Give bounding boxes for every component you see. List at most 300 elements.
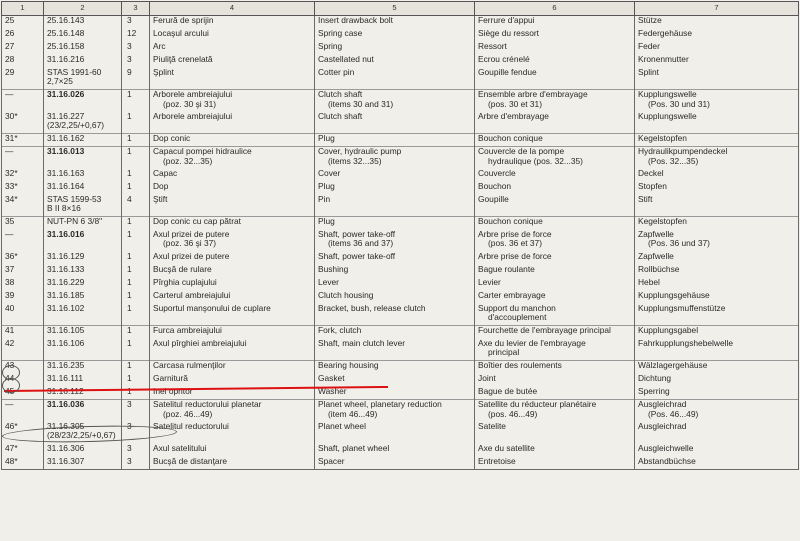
cell-french-name [475, 16, 635, 29]
cell-french-name-subtext: (pos. 30 et 31) [488, 98, 543, 109]
cell-german-name-text: Ausgleichrad [638, 399, 687, 409]
cell-item-number [2, 169, 44, 182]
cell-quantity-text: 1 [127, 338, 132, 348]
cell-french-name [475, 400, 635, 422]
cell-french-name-text: Ressort [478, 41, 507, 51]
cell-french-name-subtext: d'accouplement [488, 312, 547, 323]
cell-romanian-name-text: Axul satelitului [153, 443, 207, 453]
cell-french-name [475, 326, 635, 339]
table-row [2, 134, 799, 147]
cell-english-name-text: Bushing [318, 264, 349, 274]
table-row [2, 339, 799, 361]
table-row [2, 230, 799, 252]
cell-english-name [315, 278, 475, 291]
cell-french-name-text: Axe du satellite [478, 443, 535, 453]
cell-part-code [44, 326, 122, 339]
cell-french-name-text: Bouchon [478, 181, 512, 191]
cell-part-code-text: 31.16.305 [47, 421, 85, 431]
cell-quantity [122, 55, 150, 68]
cell-item-number-text: — [5, 146, 14, 156]
cell-romanian-name-text: Ferură de sprijin [153, 15, 214, 25]
cell-part-code [44, 444, 122, 457]
cell-part-code [44, 252, 122, 265]
cell-part-code-text: STAS 1991-60 [47, 67, 102, 77]
cell-romanian-name [150, 326, 315, 339]
cell-french-name-text: Couvercle de la pompe [478, 146, 565, 156]
cell-french-name [475, 217, 635, 230]
cell-item-number-text: 47* [5, 443, 18, 453]
cell-romanian-name [150, 134, 315, 147]
cell-french-name-text: Boîtier des roulements [478, 360, 562, 370]
cell-french-name-text: Ferrure d'appui [478, 15, 535, 25]
cell-item-number [2, 16, 44, 29]
table-row [2, 147, 799, 169]
cell-romanian-name [150, 304, 315, 326]
cell-french-name-text: Entretoise [478, 456, 516, 466]
cell-german-name [635, 195, 799, 217]
cell-english-name [315, 265, 475, 278]
cell-part-code [44, 134, 122, 147]
cell-part-code-text: 31.16.307 [47, 456, 85, 466]
cell-quantity-text: 1 [127, 360, 132, 370]
cell-item-number-text: 37 [5, 264, 15, 274]
cell-romanian-name [150, 444, 315, 457]
cell-part-code-text: 31.16.105 [47, 325, 85, 335]
cell-item-number [2, 278, 44, 291]
cell-part-code [44, 339, 122, 361]
cell-quantity [122, 112, 150, 134]
cell-romanian-name-text: Carterul ambreiajului [153, 290, 231, 300]
cell-french-name-text: Fourchette de l'embrayage principal [478, 325, 611, 335]
cell-french-name [475, 230, 635, 252]
cell-english-name [315, 457, 475, 470]
cell-french-name [475, 457, 635, 470]
cell-german-name-text: Kegelstopfen [638, 216, 687, 226]
cell-part-code-text: 31.16.229 [47, 277, 85, 287]
cell-french-name-text: Axe du levier de l'embrayage [478, 338, 586, 348]
cell-german-name [635, 387, 799, 400]
cell-french-name [475, 112, 635, 134]
parts-table [1, 1, 799, 470]
cell-part-code [44, 68, 122, 90]
cell-quantity [122, 169, 150, 182]
cell-english-name-text: Planet wheel [318, 421, 366, 431]
cell-romanian-name [150, 182, 315, 195]
cell-german-name [635, 68, 799, 90]
cell-quantity [122, 217, 150, 230]
cell-quantity [122, 374, 150, 387]
cell-quantity [122, 29, 150, 42]
col-header-7: 7 [635, 2, 799, 16]
cell-german-name-text: Kronenmutter [638, 54, 689, 64]
cell-quantity [122, 230, 150, 252]
cell-english-name-text: Pin [318, 194, 331, 204]
cell-english-name-text: Fork, clutch [318, 325, 362, 335]
cell-part-code-text: STAS 1599-53 [47, 194, 102, 204]
table-row [2, 169, 799, 182]
cell-romanian-name [150, 55, 315, 68]
cell-german-name-text: Abstandbüchse [638, 456, 696, 466]
cell-quantity [122, 361, 150, 374]
cell-french-name-text: Joint [478, 373, 496, 383]
cell-quantity [122, 182, 150, 195]
cell-french-name-subtext: hydraulique (pos. 32...35) [488, 155, 583, 166]
cell-quantity-text: 1 [127, 325, 132, 335]
circle-mark-42 [2, 378, 20, 393]
cell-romanian-name [150, 90, 315, 112]
table-row [2, 278, 799, 291]
cell-item-number [2, 182, 44, 195]
cell-english-name-text: Plug [318, 133, 335, 143]
cell-english-name-text: Clutch shaft [318, 89, 363, 99]
cell-german-name [635, 42, 799, 55]
cell-part-code [44, 29, 122, 42]
table-row [2, 444, 799, 457]
cell-item-number [2, 217, 44, 230]
cell-english-name-subtext: (items 30 and 31) [328, 98, 394, 109]
cell-romanian-name-text: Suportul manşonului de cuplare [153, 303, 271, 313]
cell-part-code-text: 31.16.185 [47, 290, 85, 300]
cell-item-number [2, 265, 44, 278]
table-row [2, 304, 799, 326]
cell-quantity-text: 1 [127, 146, 132, 156]
cell-romanian-name-text: Inel opritor [153, 386, 193, 396]
cell-item-number-text: 34* [5, 194, 18, 204]
cell-part-code [44, 278, 122, 291]
cell-english-name-text: Washer [318, 386, 347, 396]
cell-german-name-text: Kupplungsgabel [638, 325, 699, 335]
cell-part-code [44, 195, 122, 217]
cell-item-number-text: 29 [5, 67, 15, 77]
cell-part-code [44, 400, 122, 422]
cell-part-code [44, 230, 122, 252]
cell-german-name-text: Kupplungsmuffenstütze [638, 303, 726, 313]
table-row [2, 29, 799, 42]
cell-romanian-name-text: Dop conic cu cap pătrat [153, 216, 241, 226]
cell-french-name-subtext: (pos. 46...49) [488, 408, 538, 419]
cell-german-name [635, 278, 799, 291]
cell-english-name [315, 147, 475, 169]
cell-french-name-text: Ensemble arbre d'embrayage [478, 89, 588, 99]
cell-quantity-text: 3 [127, 399, 132, 409]
cell-french-name-text: Couvercle [478, 168, 516, 178]
cell-german-name [635, 326, 799, 339]
cell-english-name [315, 326, 475, 339]
cell-quantity-text: 1 [127, 133, 132, 143]
cell-romanian-name-text: Dop conic [153, 133, 191, 143]
cell-english-name-text: Plug [318, 181, 335, 191]
cell-item-number [2, 134, 44, 147]
cell-german-name [635, 400, 799, 422]
cell-french-name [475, 134, 635, 147]
cell-french-name [475, 252, 635, 265]
cell-part-code-text: 31.16.162 [47, 133, 85, 143]
cell-french-name-text: Satelite [478, 421, 506, 431]
cell-german-name [635, 16, 799, 29]
cell-item-number-text: 43 [5, 360, 15, 370]
table-row [2, 90, 799, 112]
cell-english-name-text: Shaft, main clutch lever [318, 338, 406, 348]
cell-romanian-name [150, 147, 315, 169]
cell-quantity-text: 1 [127, 168, 132, 178]
cell-romanian-name-text: Arborele ambreiajului [153, 89, 233, 99]
table-row [2, 55, 799, 68]
cell-quantity [122, 147, 150, 169]
cell-romanian-name-text: Piuliţă crenelată [153, 54, 213, 64]
cell-english-name-text: Spring case [318, 28, 363, 38]
col-header-4: 4 [150, 2, 315, 16]
header-row [2, 2, 799, 16]
cell-german-name-text: Hebel [638, 277, 660, 287]
cell-english-name [315, 16, 475, 29]
cell-english-name-text: Bracket, bush, release clutch [318, 303, 426, 313]
cell-romanian-name [150, 16, 315, 29]
cell-english-name [315, 112, 475, 134]
cell-english-name-text: Spacer [318, 456, 345, 466]
cell-french-name [475, 195, 635, 217]
cell-german-name-text: Fahrkupplungshebelwelle [638, 338, 733, 348]
cell-french-name-text: Ecrou crénelé [478, 54, 530, 64]
cell-item-number [2, 29, 44, 42]
cell-french-name [475, 304, 635, 326]
cell-romanian-name-text: Dop [153, 181, 169, 191]
cell-part-code-text: 31.16.013 [47, 146, 85, 156]
cell-french-name-text: Goupille [478, 194, 509, 204]
cell-part-code [44, 304, 122, 326]
cell-quantity-text: 1 [127, 264, 132, 274]
cell-french-name-text: Arbre d'embrayage [478, 111, 549, 121]
cell-german-name-text: Stift [638, 194, 653, 204]
cell-item-number [2, 230, 44, 252]
cell-english-name-subtext: (items 36 and 37) [328, 238, 394, 249]
cell-item-number-text: 25 [5, 15, 15, 25]
cell-part-code [44, 265, 122, 278]
cell-romanian-name [150, 68, 315, 90]
cell-german-name-subtext: (Pos. 36 und 37) [648, 238, 710, 249]
cell-item-number [2, 42, 44, 55]
cell-part-code-text: 31.16.164 [47, 181, 85, 191]
cell-part-code-text: 31.16.102 [47, 303, 85, 313]
col-header-1: 1 [2, 2, 44, 16]
cell-part-code-text: 25.16.143 [47, 15, 85, 25]
cell-item-number [2, 252, 44, 265]
cell-item-number-text: 44 [5, 373, 15, 383]
cell-item-number-text: 42 [5, 338, 15, 348]
cell-french-name-subtext: (pos. 36 et 37) [488, 238, 543, 249]
cell-item-number [2, 444, 44, 457]
table-row [2, 457, 799, 470]
cell-romanian-name-text: Capacul pompei hidraulice [153, 146, 252, 156]
cell-part-code-text: 31.16.216 [47, 54, 85, 64]
cell-english-name-text: Clutch housing [318, 290, 374, 300]
cell-part-code [44, 217, 122, 230]
cell-english-name [315, 55, 475, 68]
cell-item-number-text: 31* [5, 133, 18, 143]
cell-part-code-text: 31.16.112 [47, 386, 84, 396]
cell-french-name-text: Bague roulante [478, 264, 535, 274]
cell-german-name [635, 252, 799, 265]
cell-german-name [635, 265, 799, 278]
cell-english-name [315, 169, 475, 182]
cell-part-code-subtext: (23/2,25/+0,67) [47, 120, 105, 131]
cell-quantity [122, 265, 150, 278]
col-header-2: 2 [44, 2, 122, 16]
cell-german-name [635, 291, 799, 304]
cell-english-name-text: Bearing housing [318, 360, 379, 370]
cell-item-number-text: 33* [5, 181, 18, 191]
cell-item-number-text: 46* [5, 421, 18, 431]
cell-french-name-text: Satellite du réducteur planétaire [478, 399, 597, 409]
cell-part-code-text: 25.16.158 [47, 41, 85, 51]
cell-item-number [2, 195, 44, 217]
cell-german-name-text: Feder [638, 41, 660, 51]
cell-english-name [315, 42, 475, 55]
cell-quantity [122, 90, 150, 112]
cell-french-name-text: Bouchon conique [478, 133, 543, 143]
cell-french-name-text: Arbre prise de force [478, 251, 552, 261]
cell-romanian-name [150, 457, 315, 470]
cell-quantity [122, 339, 150, 361]
cell-part-code-text: 31.16.111 [47, 373, 84, 383]
cell-german-name [635, 169, 799, 182]
cell-romanian-name-text: Pîrghia cuplajului [153, 277, 217, 287]
cell-quantity-text: 4 [127, 194, 132, 204]
cell-quantity-text: 1 [127, 373, 132, 383]
cell-item-number [2, 291, 44, 304]
cell-german-name-text: Kupplungswelle [638, 111, 697, 121]
cell-item-number-text: 39 [5, 290, 15, 300]
cell-english-name [315, 361, 475, 374]
cell-romanian-name-subtext: (poz. 36 şi 37) [163, 238, 217, 249]
cell-english-name [315, 134, 475, 147]
cell-romanian-name [150, 265, 315, 278]
cell-part-code-text: 31.16.036 [47, 399, 85, 409]
cell-french-name [475, 182, 635, 195]
cell-german-name [635, 304, 799, 326]
cell-french-name [475, 55, 635, 68]
cell-quantity [122, 42, 150, 55]
cell-french-name [475, 422, 635, 444]
cell-french-name [475, 68, 635, 90]
cell-quantity-text: 3 [127, 54, 132, 64]
cell-english-name-text: Castellated nut [318, 54, 374, 64]
cell-item-number-text: 28 [5, 54, 15, 64]
cell-english-name [315, 339, 475, 361]
cell-part-code-text: 31.16.235 [47, 360, 85, 370]
cell-german-name [635, 444, 799, 457]
cell-german-name-text: Kupplungsgehäuse [638, 290, 710, 300]
cell-quantity [122, 252, 150, 265]
cell-quantity-text: 1 [127, 229, 132, 239]
cell-french-name-text: Siège du ressort [478, 28, 539, 38]
cell-part-code-text: 31.16.106 [47, 338, 85, 348]
cell-german-name-text: Kegelstopfen [638, 133, 687, 143]
cell-quantity-text: 3 [127, 456, 132, 466]
cell-french-name [475, 444, 635, 457]
cell-english-name [315, 217, 475, 230]
cell-english-name [315, 182, 475, 195]
cell-romanian-name [150, 400, 315, 422]
cell-english-name-subtext: (item 46...49) [328, 408, 378, 419]
cell-english-name-text: Cover [318, 168, 341, 178]
cell-romanian-name [150, 339, 315, 361]
cell-english-name [315, 422, 475, 444]
cell-english-name [315, 90, 475, 112]
cell-german-name [635, 374, 799, 387]
cell-quantity-text: 1 [127, 386, 132, 396]
cell-romanian-name-text: Axul prizei de putere [153, 251, 230, 261]
cell-french-name [475, 29, 635, 42]
cell-german-name [635, 422, 799, 444]
cell-part-code-text: 31.16.306 [47, 443, 85, 453]
cell-german-name [635, 29, 799, 42]
cell-item-number-text: 35 [5, 216, 15, 226]
cell-german-name [635, 90, 799, 112]
cell-item-number [2, 147, 44, 169]
cell-quantity-text: 1 [127, 277, 132, 287]
cell-french-name [475, 361, 635, 374]
cell-german-name-text: Ausgleichrad [638, 421, 687, 431]
cell-item-number [2, 68, 44, 90]
cell-french-name [475, 291, 635, 304]
cell-german-name-text: Dichtung [638, 373, 672, 383]
table-row [2, 42, 799, 55]
cell-german-name-subtext: (Pos. 46...49) [648, 408, 699, 419]
cell-romanian-name [150, 169, 315, 182]
cell-item-number-text: 38 [5, 277, 15, 287]
cell-german-name-text: Splint [638, 67, 659, 77]
cell-romanian-name [150, 252, 315, 265]
cell-english-name-text: Shaft, power take-off [318, 229, 396, 239]
cell-german-name-text: Kupplungswelle [638, 89, 697, 99]
cell-french-name [475, 147, 635, 169]
cell-quantity-text: 1 [127, 111, 132, 121]
cell-english-name-text: Planet wheel, planetary reduction [318, 399, 442, 409]
cell-german-name [635, 112, 799, 134]
cell-quantity [122, 68, 150, 90]
cell-quantity [122, 278, 150, 291]
table-row [2, 252, 799, 265]
table-row [2, 374, 799, 387]
cell-item-number-text: 32* [5, 168, 18, 178]
cell-english-name-text: Cover, hydraulic pump [318, 146, 402, 156]
table-row [2, 361, 799, 374]
cell-english-name [315, 195, 475, 217]
cell-quantity [122, 134, 150, 147]
cell-german-name-text: Zapfwelle [638, 229, 674, 239]
cell-romanian-name-text: Furca ambreiajului [153, 325, 222, 335]
table-row [2, 16, 799, 29]
cell-german-name-text: Federgehäuse [638, 28, 693, 38]
cell-german-name [635, 55, 799, 68]
table-row [2, 326, 799, 339]
cell-part-code-text: 31.16.133 [47, 264, 85, 274]
cell-part-code-subtext: B II 8×16 [47, 203, 81, 214]
cell-english-name [315, 252, 475, 265]
cell-romanian-name-text: Garnitură [153, 373, 188, 383]
cell-romanian-name-text: Bucşă de rulare [153, 264, 212, 274]
cell-french-name-text: Arbre prise de force [478, 229, 552, 239]
cell-romanian-name [150, 112, 315, 134]
cell-item-number [2, 112, 44, 134]
cell-french-name [475, 374, 635, 387]
cell-item-number-text: 30* [5, 111, 18, 121]
cell-item-number-text: 45 [5, 386, 15, 396]
cell-french-name-text: Bouchon conique [478, 216, 543, 226]
cell-french-name-text: Levier [478, 277, 501, 287]
cell-english-name-text: Plug [318, 216, 335, 226]
cell-english-name [315, 291, 475, 304]
